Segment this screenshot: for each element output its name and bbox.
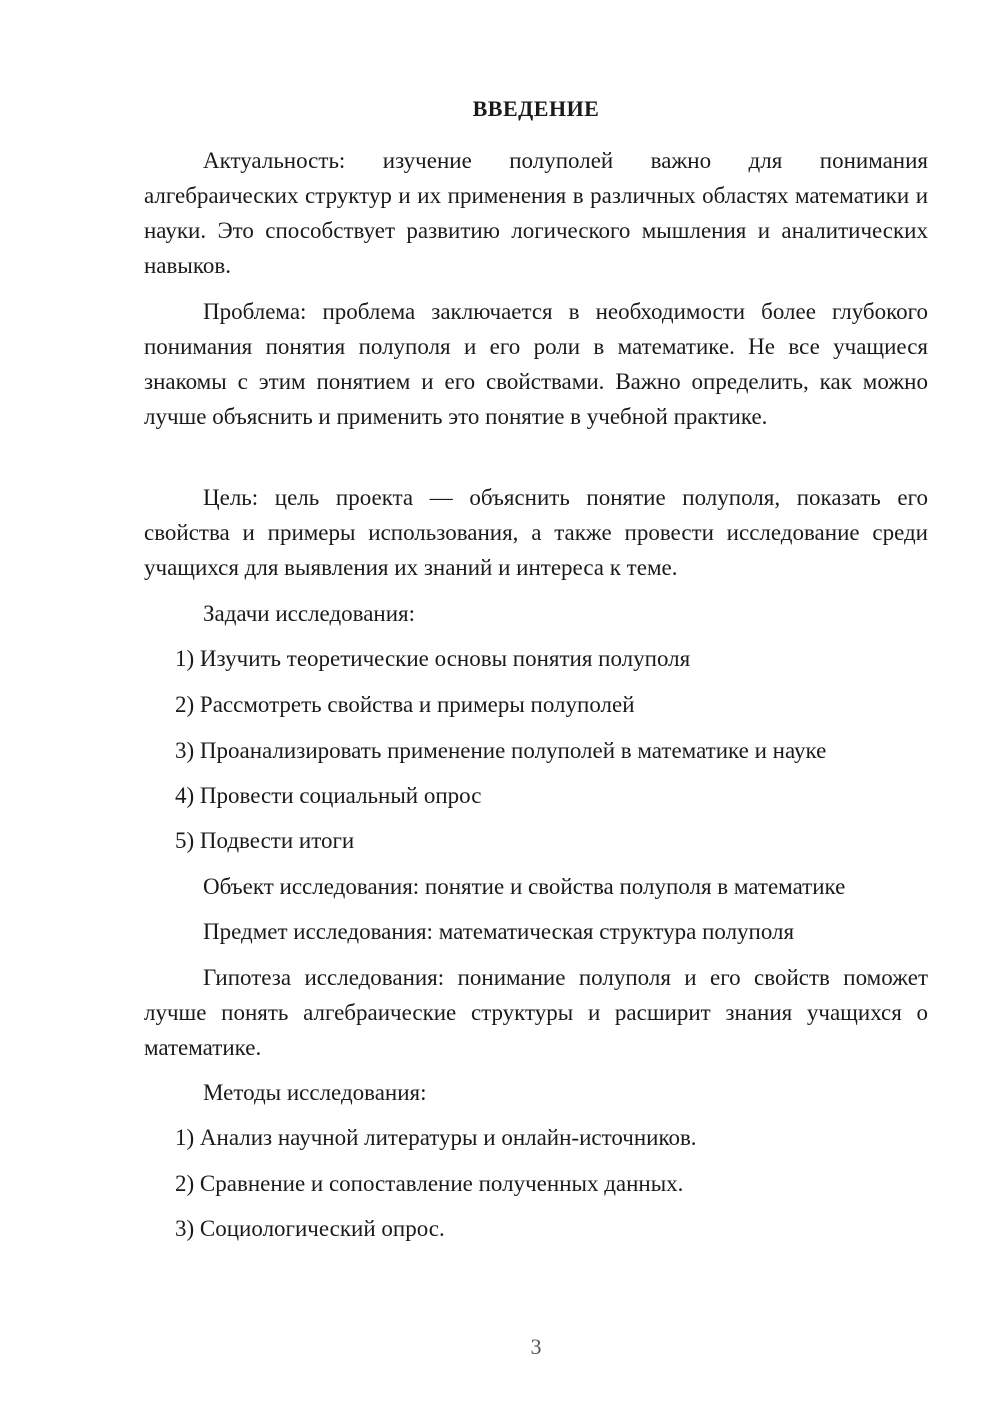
list-item: 1) Изучить теоретические основы понятия полуполя <box>175 646 691 671</box>
research-object: Объект исследования: понятие и свойства полуполя в математике <box>203 874 846 899</box>
list-item: 2) Рассмотреть свойства и примеры полуполей <box>175 692 635 717</box>
goal-paragraph: Цель: цель проекта — объяснить понятие полуполя, показать его свойства и примеры использования, а также провести исследование среди учащихся для выявления их знаний и интереса к теме. <box>144 485 928 580</box>
problem-paragraph: Проблема: проблема заключается в необходимости более глубокого понимания понятия полуполя и его роли в математике. Не все учащиеся знакомы с этим понятием и его свойствами. Важно определить, как можно лучше объяснить и применить это понятие в учебной практике. <box>144 299 928 429</box>
page-number: 3 <box>530 1334 542 1359</box>
relevance-paragraph: Актуальность: изучение полуполей важно для понимания алгебраических структур и их применения в различных областях математики и науки. Это способствует развитию логического мышления и аналитических навыков. <box>144 148 928 278</box>
list-item: 3) Проанализировать применение полуполей в математике и науке <box>175 738 827 763</box>
list-item: 3) Социологический опрос. <box>175 1216 445 1241</box>
section-title: ВВЕДЕНИЕ <box>472 96 600 121</box>
tasks-heading: Задачи исследования: <box>203 601 416 626</box>
hypothesis-paragraph: Гипотеза исследования: понимание полуполя и его свойств поможет лучше понять алгебраические структуры и расширит знания учащихся о математике. <box>144 965 928 1060</box>
research-subject: Предмет исследования: математическая структура полуполя <box>203 919 795 944</box>
list-item: 5) Подвести итоги <box>175 828 355 853</box>
list-item: 2) Сравнение и сопоставление полученных данных. <box>175 1171 684 1196</box>
list-item: 1) Анализ научной литературы и онлайн-источников. <box>175 1125 697 1150</box>
list-item: 4) Провести социальный опрос <box>175 783 482 808</box>
methods-heading: Методы исследования: <box>203 1080 427 1105</box>
